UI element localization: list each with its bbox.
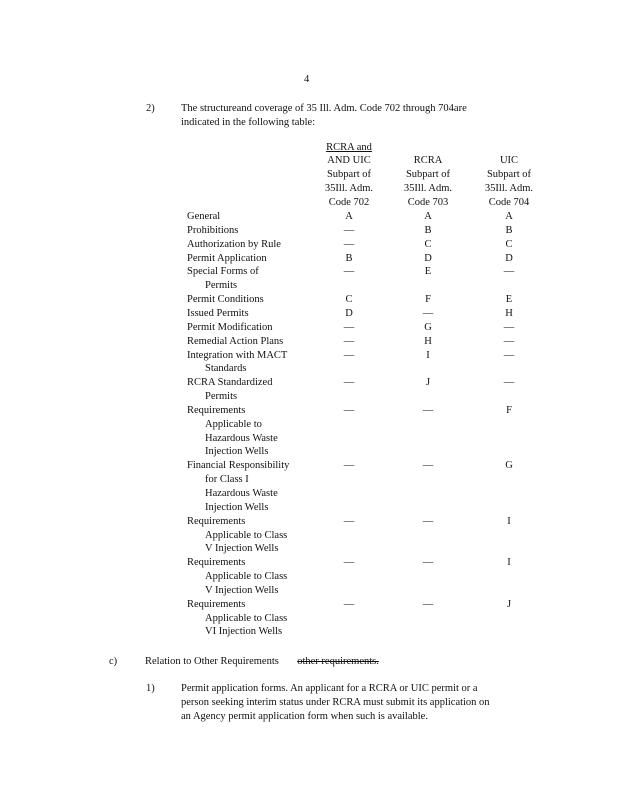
table-cell: D <box>505 252 513 264</box>
table-row-label: Authorization by Rule <box>187 238 281 250</box>
table-row-label: Permit Application <box>187 252 267 264</box>
section-c-title: Relation to Other Requirements <box>145 656 279 667</box>
table-cell: H <box>424 335 432 347</box>
table-cell: — <box>343 557 355 569</box>
column-header-line: Subpart of <box>405 169 451 181</box>
table-cell: A <box>505 211 513 222</box>
table-cell: — <box>343 238 355 250</box>
table-cell: — <box>343 321 355 333</box>
table-cell: D <box>424 252 432 264</box>
section-c-struck-text: other requirements. <box>297 656 379 667</box>
table-cell: — <box>343 377 355 389</box>
column-header-line: RCRA and <box>326 141 372 153</box>
table-row-label: Requirements Applicable to Hazardous Waste Injection Wells <box>187 404 278 458</box>
table-row-label: General <box>187 211 221 222</box>
item-2-line-2: indicated in the following table: <box>181 117 316 128</box>
table-cell: — <box>422 598 434 610</box>
table-cell: — <box>343 598 355 610</box>
table-cell: — <box>503 349 515 361</box>
table-cell: E <box>505 294 513 306</box>
table-row-label: Permit Modification <box>187 321 273 333</box>
item-1-line-2: person seeking interim status under RCRA must submit its application on <box>181 697 490 708</box>
table-cell: E <box>424 266 432 278</box>
table-cell: — <box>422 307 434 319</box>
table-row-label: Remedial Action Plans <box>187 335 284 347</box>
table-cell: A <box>345 211 353 222</box>
table-row-label: Prohibitions <box>187 224 239 236</box>
table-cell: J <box>506 598 512 610</box>
table-cell: — <box>503 335 515 347</box>
table-cell: G <box>505 460 513 472</box>
table-cell: G <box>424 321 432 333</box>
column-header-line: AND UIC <box>327 155 371 167</box>
table-cell: B <box>424 224 432 236</box>
item-number-1: 1) <box>146 683 155 694</box>
column-header-line: 35Ill. Adm. <box>484 183 534 195</box>
table-cell: — <box>343 515 355 527</box>
table-cell: B <box>505 224 513 236</box>
table-row-label: RCRA Standardized Permits <box>187 377 273 403</box>
item-2-line-1: The structureand coverage of 35 Ill. Adm. Code 702 through 704are <box>181 103 467 114</box>
table-cell: — <box>343 404 355 416</box>
column-header-line: Code 702 <box>328 197 370 208</box>
item-number-2: 2) <box>146 103 155 114</box>
table-cell: F <box>425 294 431 306</box>
table-cell: I <box>507 515 511 527</box>
table-cell: I <box>507 557 511 569</box>
table-row-label: Financial Responsibility for Class I Hazardous Waste Injection Wells <box>187 460 290 513</box>
table-cell: J <box>425 377 431 389</box>
section-c-letter: c) <box>109 656 118 667</box>
table-row-label: Requirements Applicable to Class V Injection Wells <box>187 557 288 596</box>
column-header-line: 35Ill. Adm. <box>403 183 453 195</box>
table-row-label: Special Forms of Permits <box>187 266 259 292</box>
table-cell: — <box>503 377 515 389</box>
table-cell: — <box>422 557 434 569</box>
table-cell: D <box>345 307 353 319</box>
table-cell: — <box>503 266 515 278</box>
item-1-line-3: an Agency permit application form when such is available. <box>181 711 428 722</box>
table-row-label: Requirements Applicable to Class VI Injection Wells <box>187 598 288 638</box>
table-cell: — <box>343 349 355 361</box>
table-cell: — <box>343 460 355 472</box>
table-row-label: Requirements Applicable to Class V Injection Wells <box>187 515 288 555</box>
table-cell: C <box>424 238 432 250</box>
table-row-label: Permit Conditions <box>187 294 264 306</box>
table-cell: C <box>345 294 353 306</box>
table-cell: — <box>422 404 434 416</box>
table-cell: — <box>343 224 355 236</box>
item-1-line-1: Permit application forms. An applicant for a RCRA or UIC permit or a <box>181 683 478 694</box>
table-cell: A <box>424 211 432 222</box>
table-cell: I <box>426 349 430 361</box>
page-number: 4 <box>304 74 310 85</box>
table-cell: — <box>343 335 355 347</box>
table-cell: — <box>422 515 434 527</box>
table-row-label: Integration with MACT Standards <box>187 349 288 375</box>
column-header-line: 35Ill. Adm. <box>324 183 374 195</box>
table-cell: — <box>503 321 515 333</box>
column-header-line: UIC <box>499 155 519 167</box>
column-header-line: Subpart of <box>326 169 372 181</box>
table-row-label: Issued Permits <box>187 307 249 319</box>
table-cell: C <box>505 238 513 250</box>
section-c-heading <box>145 655 379 669</box>
column-header-line: Subpart of <box>486 169 532 181</box>
table-cell: — <box>343 266 355 278</box>
table-cell: B <box>345 252 353 264</box>
table-cell: H <box>505 307 513 319</box>
column-header-line: Code 703 <box>407 197 449 208</box>
table-cell: F <box>506 404 512 416</box>
column-header-line: Code 704 <box>488 197 530 208</box>
table-cell: — <box>422 460 434 472</box>
column-header-line: RCRA <box>413 155 443 167</box>
